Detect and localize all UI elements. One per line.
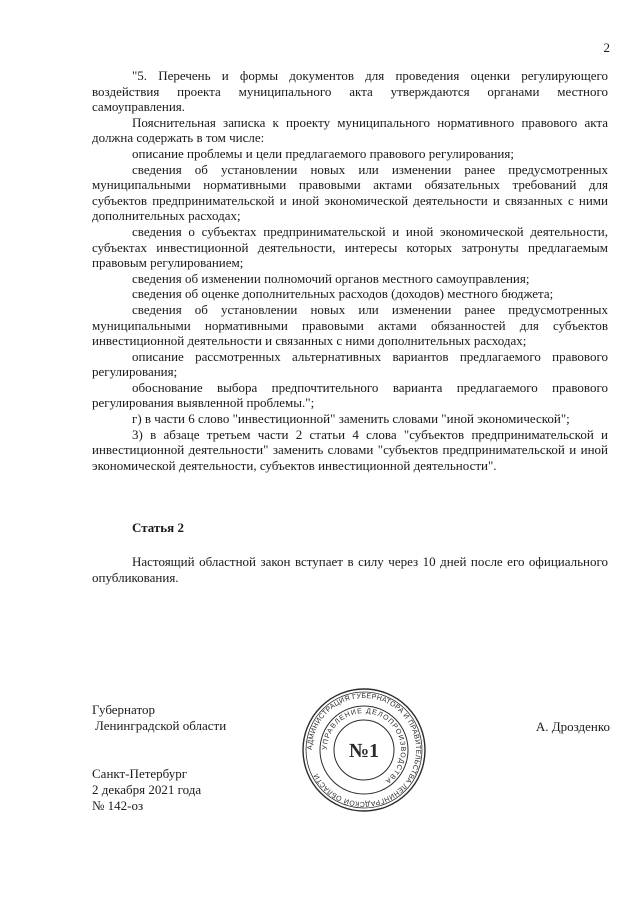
seal-center-text: №1: [348, 740, 380, 762]
law-number: № 142-оз: [92, 798, 144, 813]
date: 2 декабря 2021 года: [92, 782, 202, 797]
document-body: [92, 68, 608, 585]
official-seal-icon: [300, 686, 428, 814]
paragraph: сведения об оценке дополнительных расходов (доходов) местного бюджета;: [132, 286, 554, 302]
paragraph: описание проблемы и цели предлагаемого правового регулирования;: [132, 145, 514, 161]
signer-name: А. Дрозденко: [535, 719, 610, 734]
article-text: Настоящий областной закон вступает в силу через 10 дней после его официального опубликования.: [92, 554, 608, 585]
paragraph: 3) в абзаце третьем части 2 статьи 4 слова "субъектов предпринимательской и инвестиционной деятельности" заменить словами "субъектов предпринимательской и иной экономической деятельности, субъектов инвестиционной деятельности".: [92, 426, 608, 473]
paragraph: обоснование выбора предпочтительного варианта предлагаемого правового регулирования выявленной проблемы.";: [92, 379, 608, 411]
paragraph: сведения об изменении полномочий органов местного самоуправления;: [132, 270, 530, 286]
seal-inner-text: УПРАВЛЕНИЕ ДЕЛОПРОИЗВОДСТВА: [321, 707, 407, 785]
paragraph: сведения об установлении новых или изменении ранее предусмотренных муниципальными нормативными правовыми актами обязательных требований для субъектов предпринимательской и иной экономической деятельности и связанных с ними дополнительных расходах;: [92, 161, 608, 224]
page-number: 2: [603, 40, 610, 55]
place-date-block: [92, 766, 201, 814]
paragraph: описание рассмотренных альтернативных вариантов предлагаемого правового регулирования;: [92, 348, 608, 380]
seal-outer-text: АДМИНИСТРАЦИЯ ГУБЕРНАТОРА И ПРАВИТЕЛЬСТВА ЛЕНИНГРАДСКОЙ ОБЛАСТИ: [306, 692, 422, 808]
paragraph: "5. Перечень и формы документов для проведения оценки регулирующего воздействия проекта муниципального акта утверждаются органами местного самоуправления.: [92, 68, 608, 115]
signature-position-line1: Губернатор: [92, 702, 155, 717]
paragraph: Пояснительная записка к проекту муниципального нормативного правового акта должна содержать в том числе:: [92, 114, 608, 146]
paragraph: сведения об установлении новых или изменении ранее предусмотренных муниципальными нормативными правовыми актами обязанностей для субъектов инвестиционной деятельности и связанных с ними дополнительных расходах;: [92, 301, 608, 349]
article-heading: Статья 2: [132, 520, 184, 536]
signature-position-line2: Ленинградской области: [95, 718, 227, 733]
paragraph: г) в части 6 слово "инвестиционной" заменить словами "иной экономической";: [132, 411, 570, 427]
city: Санкт-Петербург: [92, 766, 188, 781]
paragraph: сведения о субъектах предпринимательской и иной экономической деятельности, субъектах инвестиционной деятельности, интересы которых затронуты предлагаемым правовым регулированием;: [92, 223, 608, 271]
signature-position: [92, 702, 226, 734]
